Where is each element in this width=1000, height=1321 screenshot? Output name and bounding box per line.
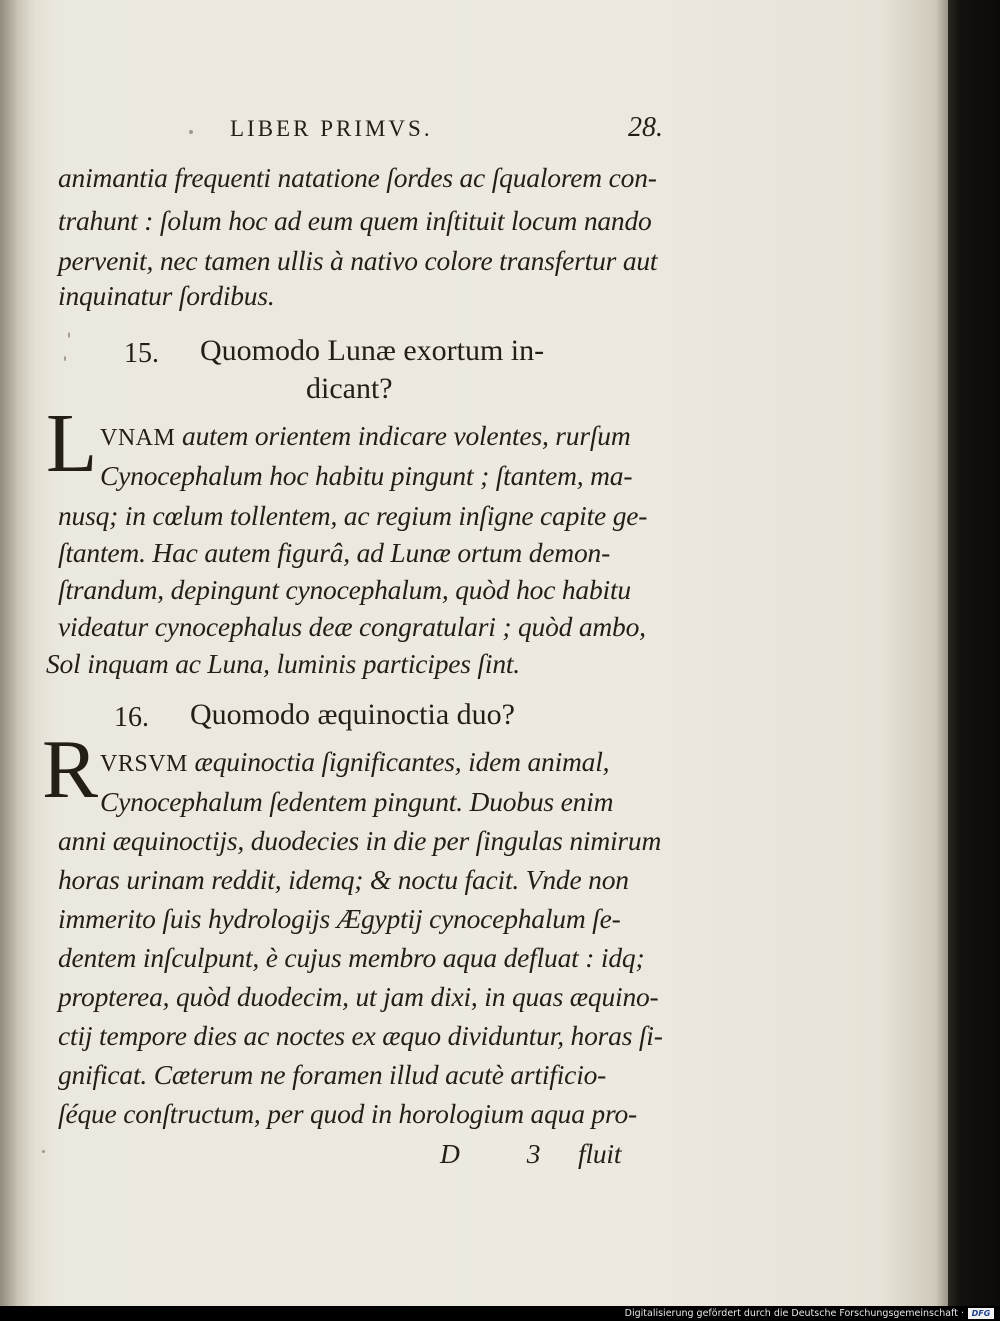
text-line: anni æquinoctijs, duodecies in die per ſingulas nimirum	[58, 825, 662, 856]
scan-speck	[189, 130, 193, 134]
section-heading: Quomodo æquinoctia duo?	[190, 698, 515, 731]
text-line: inquinatur ſordibus.	[58, 280, 275, 311]
scan-speck	[68, 332, 70, 338]
text-line: videatur cynocephalus deæ congratulari ; quòd ambo,	[58, 611, 646, 642]
text-line: pervenit, nec tamen ullis à nativo colore transfertur aut	[58, 245, 658, 276]
text-line: Cynocephalum ſedentem pingunt. Duobus enim	[100, 786, 614, 817]
text-line: horas urinam reddit, idemq; & noctu facit. Vnde non	[58, 864, 629, 895]
running-head: LIBER PRIMVS.	[230, 116, 433, 141]
first-word: VRSVM	[100, 751, 188, 777]
text-line-rest: æquinoctia ſignificantes, idem animal,	[194, 746, 610, 777]
text-line: ſtantem. Hac autem figurâ, ad Lunæ ortum demon-	[58, 537, 611, 568]
text-line	[100, 420, 631, 452]
text-line	[100, 746, 609, 778]
text-line: nusq; in cœlum tollentem, ac regium inſigne capite ge-	[58, 500, 648, 531]
book-edge	[948, 0, 1000, 1306]
catchword: fluit	[578, 1138, 622, 1169]
text-line: gnificat. Cæterum ne foramen illud acutè artificio-	[58, 1059, 607, 1090]
text-line: ſtrandum, depingunt cynocephalum, quòd hoc habitu	[58, 574, 631, 605]
text-line: animantia frequenti natatione ſordes ac ſqualorem con-	[58, 162, 657, 193]
first-word: VNAM	[100, 425, 176, 451]
section-heading: dicant?	[306, 372, 393, 405]
digitization-credit: Digitalisierung gefördert durch die Deutsche Forschungsgemeinschaft ·	[624, 1308, 964, 1319]
text-line-rest: autem orientem indicare volentes, rurſum	[182, 420, 631, 451]
section-heading: Quomodo Lunæ exortum in-	[200, 334, 545, 367]
scan-speck	[64, 356, 66, 361]
text-line: immerito ſuis hydrologijs Ægyptij cynocephalum ſe-	[58, 903, 621, 934]
section-number: 15.	[124, 338, 159, 369]
text-line: trahunt : ſolum hoc ad eum quem inſtituit locum nando	[58, 205, 652, 236]
text-line: dentem inſculpunt, è cujus membro aqua defluat : idq;	[58, 942, 645, 973]
text-line: propterea, quòd duodecim, ut jam dixi, in quas æquino-	[58, 981, 659, 1012]
section-number: 16.	[114, 702, 149, 733]
text-line: ſéque conſtructum, per quod in horologium aqua pro-	[58, 1098, 637, 1129]
drop-cap: L	[46, 397, 98, 490]
text-line: Cynocephalum hoc habitu pingunt ; ſtantem, ma-	[100, 460, 633, 491]
text-line: ctij tempore dies ac noctes ex æquo dividuntur, horas ſi-	[58, 1020, 663, 1051]
drop-cap: R	[42, 723, 99, 816]
signature-mark: D 3	[440, 1138, 571, 1169]
scan-speck	[42, 1150, 45, 1153]
page-number: 28.	[628, 112, 663, 143]
text-line: Sol inquam ac Luna, luminis participes ſint.	[46, 648, 520, 679]
dfg-logo: DFG	[968, 1308, 994, 1319]
